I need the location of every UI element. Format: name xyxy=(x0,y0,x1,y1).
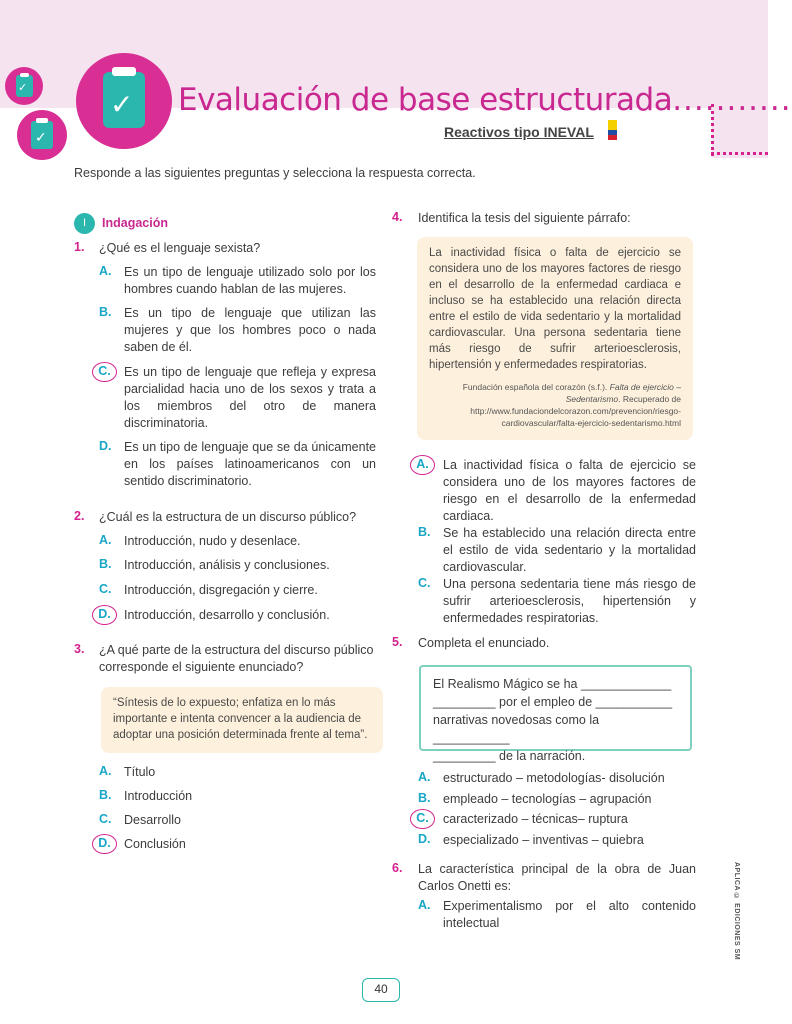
question-text: ¿A qué parte de la estructura del discurso público corresponde el siguiente enunciado? xyxy=(99,643,374,674)
option-text[interactable]: Introducción, nudo y desenlace. xyxy=(124,534,301,548)
question-number: 2. xyxy=(74,509,85,523)
option-letter[interactable]: B. xyxy=(99,305,112,319)
option-text[interactable]: Es un tipo de lenguaje que se da únicamente en los países latinoamericanos con un sentido discriminatorio. xyxy=(124,440,376,488)
option-text[interactable]: Introducción xyxy=(124,789,193,803)
instructions: Responde a las siguientes preguntas y selecciona la respuesta correcta. xyxy=(74,166,476,180)
passage-box xyxy=(417,237,693,440)
fill-line: _________ por el empleo de ___________ xyxy=(433,695,673,709)
quote-box: “Síntesis de lo expuesto; enfatiza en lo más importante e intenta convencer a la audiencia de adoptar una posición determinada frente al tema”. xyxy=(101,687,383,753)
option-text[interactable]: Se ha establecido una relación directa entre el estilo de vida sedentario y la mortalidad cardiovascular. xyxy=(443,526,696,574)
option-letter[interactable]: A. xyxy=(418,770,431,784)
question-text: Completa el enunciado. xyxy=(418,636,550,650)
option-text[interactable]: caracterizado – técnicas– ruptura xyxy=(443,812,628,826)
question-text: Identifica la tesis del siguiente párrafo: xyxy=(418,211,631,225)
option-text[interactable]: estructurado – metodologías- disolución xyxy=(443,771,665,785)
option-text[interactable]: Introducción, análisis y conclusiones. xyxy=(124,558,330,572)
question-text: La característica principal de la obra de Juan Carlos Onetti es: xyxy=(418,862,696,893)
option-text[interactable]: empleado – tecnologías – agrupación xyxy=(443,792,652,806)
page-number: 40 xyxy=(362,978,400,1002)
section-title: Indagación xyxy=(102,216,168,230)
section-number-badge: I xyxy=(74,213,95,234)
option-letter-selected[interactable]: C. xyxy=(410,809,435,829)
option-letter-selected[interactable]: D. xyxy=(92,834,117,854)
question-number: 6. xyxy=(392,861,403,875)
fill-line: narrativas novedosas como la ___________ xyxy=(433,713,600,745)
option-letter[interactable]: B. xyxy=(418,791,431,805)
option-text[interactable]: Es un tipo de lenguaje que utilizan las mujeres y que los hombres poco o nada saben de él. xyxy=(124,306,376,354)
passage-text: La inactividad física o falta de ejercicio se considera uno de los mayores factores de riesgo en el desarrollo de la enfermedad cardiaca e incluso se ha establecido una relación directa entre el estilo de vida sedentario y la mortalidad cardiovascular. Una persona sedentaria tiene más riesgo de sufrir arterioesclerosis, hipertensión y enfermedades respiratorias. xyxy=(429,247,681,371)
option-text[interactable]: Una persona sedentaria tiene más riesgo de sufrir arterioesclerosis, hipertensión y enfermedades respiratorias. xyxy=(443,577,696,625)
dotted-line-horizontal xyxy=(711,152,768,155)
page-title: Evaluación de base estructurada........... xyxy=(178,82,792,118)
option-letter-selected[interactable]: C. xyxy=(92,362,117,382)
option-letter-selected[interactable]: A. xyxy=(410,455,435,475)
question-text: ¿Cuál es la estructura de un discurso público? xyxy=(99,510,357,524)
clipboard-check-icon: ✓ xyxy=(76,53,172,149)
ecuador-flag-icon xyxy=(608,120,617,140)
option-text[interactable]: Es un tipo de lenguaje que refleja y expresa parcialidad hacia uno de los sexos y trata a los miembros del otro de manera discriminatoria. xyxy=(124,365,376,430)
fill-line: El Realismo Mágico se ha _____________ xyxy=(433,677,672,691)
option-text[interactable]: Experimentalismo por el alto contenido intelectual xyxy=(443,899,696,930)
option-letter[interactable]: B. xyxy=(99,557,112,571)
clipboard-check-icon: ✓ xyxy=(17,110,67,160)
page-subtitle: Reactivos tipo INEVAL xyxy=(444,124,594,140)
clipboard-check-icon: ✓ xyxy=(5,67,43,105)
option-text[interactable]: especializado – inventivas – quiebra xyxy=(443,833,644,847)
option-text[interactable]: Introducción, disgregación y cierre. xyxy=(124,583,318,597)
option-text[interactable]: Título xyxy=(124,765,156,779)
question-text: ¿Qué es el lenguaje sexista? xyxy=(99,241,261,255)
option-text[interactable]: Es un tipo de lenguaje utilizado solo por los hombres cuando hablan de las mujeres. xyxy=(124,265,376,296)
option-letter[interactable]: A. xyxy=(99,764,112,778)
option-letter[interactable]: D. xyxy=(99,439,112,453)
option-letter[interactable]: A. xyxy=(99,533,112,547)
question-number: 5. xyxy=(392,635,403,649)
option-text[interactable]: Conclusión xyxy=(124,837,186,851)
fill-in-box xyxy=(419,665,692,763)
title-dots: ........... xyxy=(672,82,792,118)
option-text[interactable]: La inactividad física o falta de ejercicio se considera uno de los mayores factores de riesgo en el desarrollo de la enfermedad cardiaca. xyxy=(443,458,696,523)
option-letter[interactable]: B. xyxy=(99,788,112,802)
option-letter[interactable]: D. xyxy=(418,832,431,846)
question-number: 3. xyxy=(74,642,85,656)
option-letter[interactable]: B. xyxy=(418,525,431,539)
option-letter[interactable]: C. xyxy=(418,576,431,590)
passage-source: Fundación española del corazón (s.f.). Falta de ejercicio – Sedentarismo. Recuperado de http://www.fundaciondelcorazon.com/prevencion/riesgo-cardiovascular/falta-ejercicio-sedentarismo.html xyxy=(462,382,681,428)
option-letter[interactable]: A. xyxy=(418,898,431,912)
option-letter-selected[interactable]: D. xyxy=(92,605,117,625)
question-number: 4. xyxy=(392,210,403,224)
question-number: 1. xyxy=(74,240,85,254)
option-text[interactable]: Introducción, desarrollo y conclusión. xyxy=(124,608,330,622)
option-letter[interactable]: C. xyxy=(99,812,112,826)
option-text[interactable]: Desarrollo xyxy=(124,813,181,827)
fill-line: _________ de la narración. xyxy=(433,749,586,763)
option-letter[interactable]: A. xyxy=(99,264,112,278)
option-letter[interactable]: C. xyxy=(99,582,112,596)
copyright-sidebar: APLICA © EDICIONES SM xyxy=(733,862,740,961)
